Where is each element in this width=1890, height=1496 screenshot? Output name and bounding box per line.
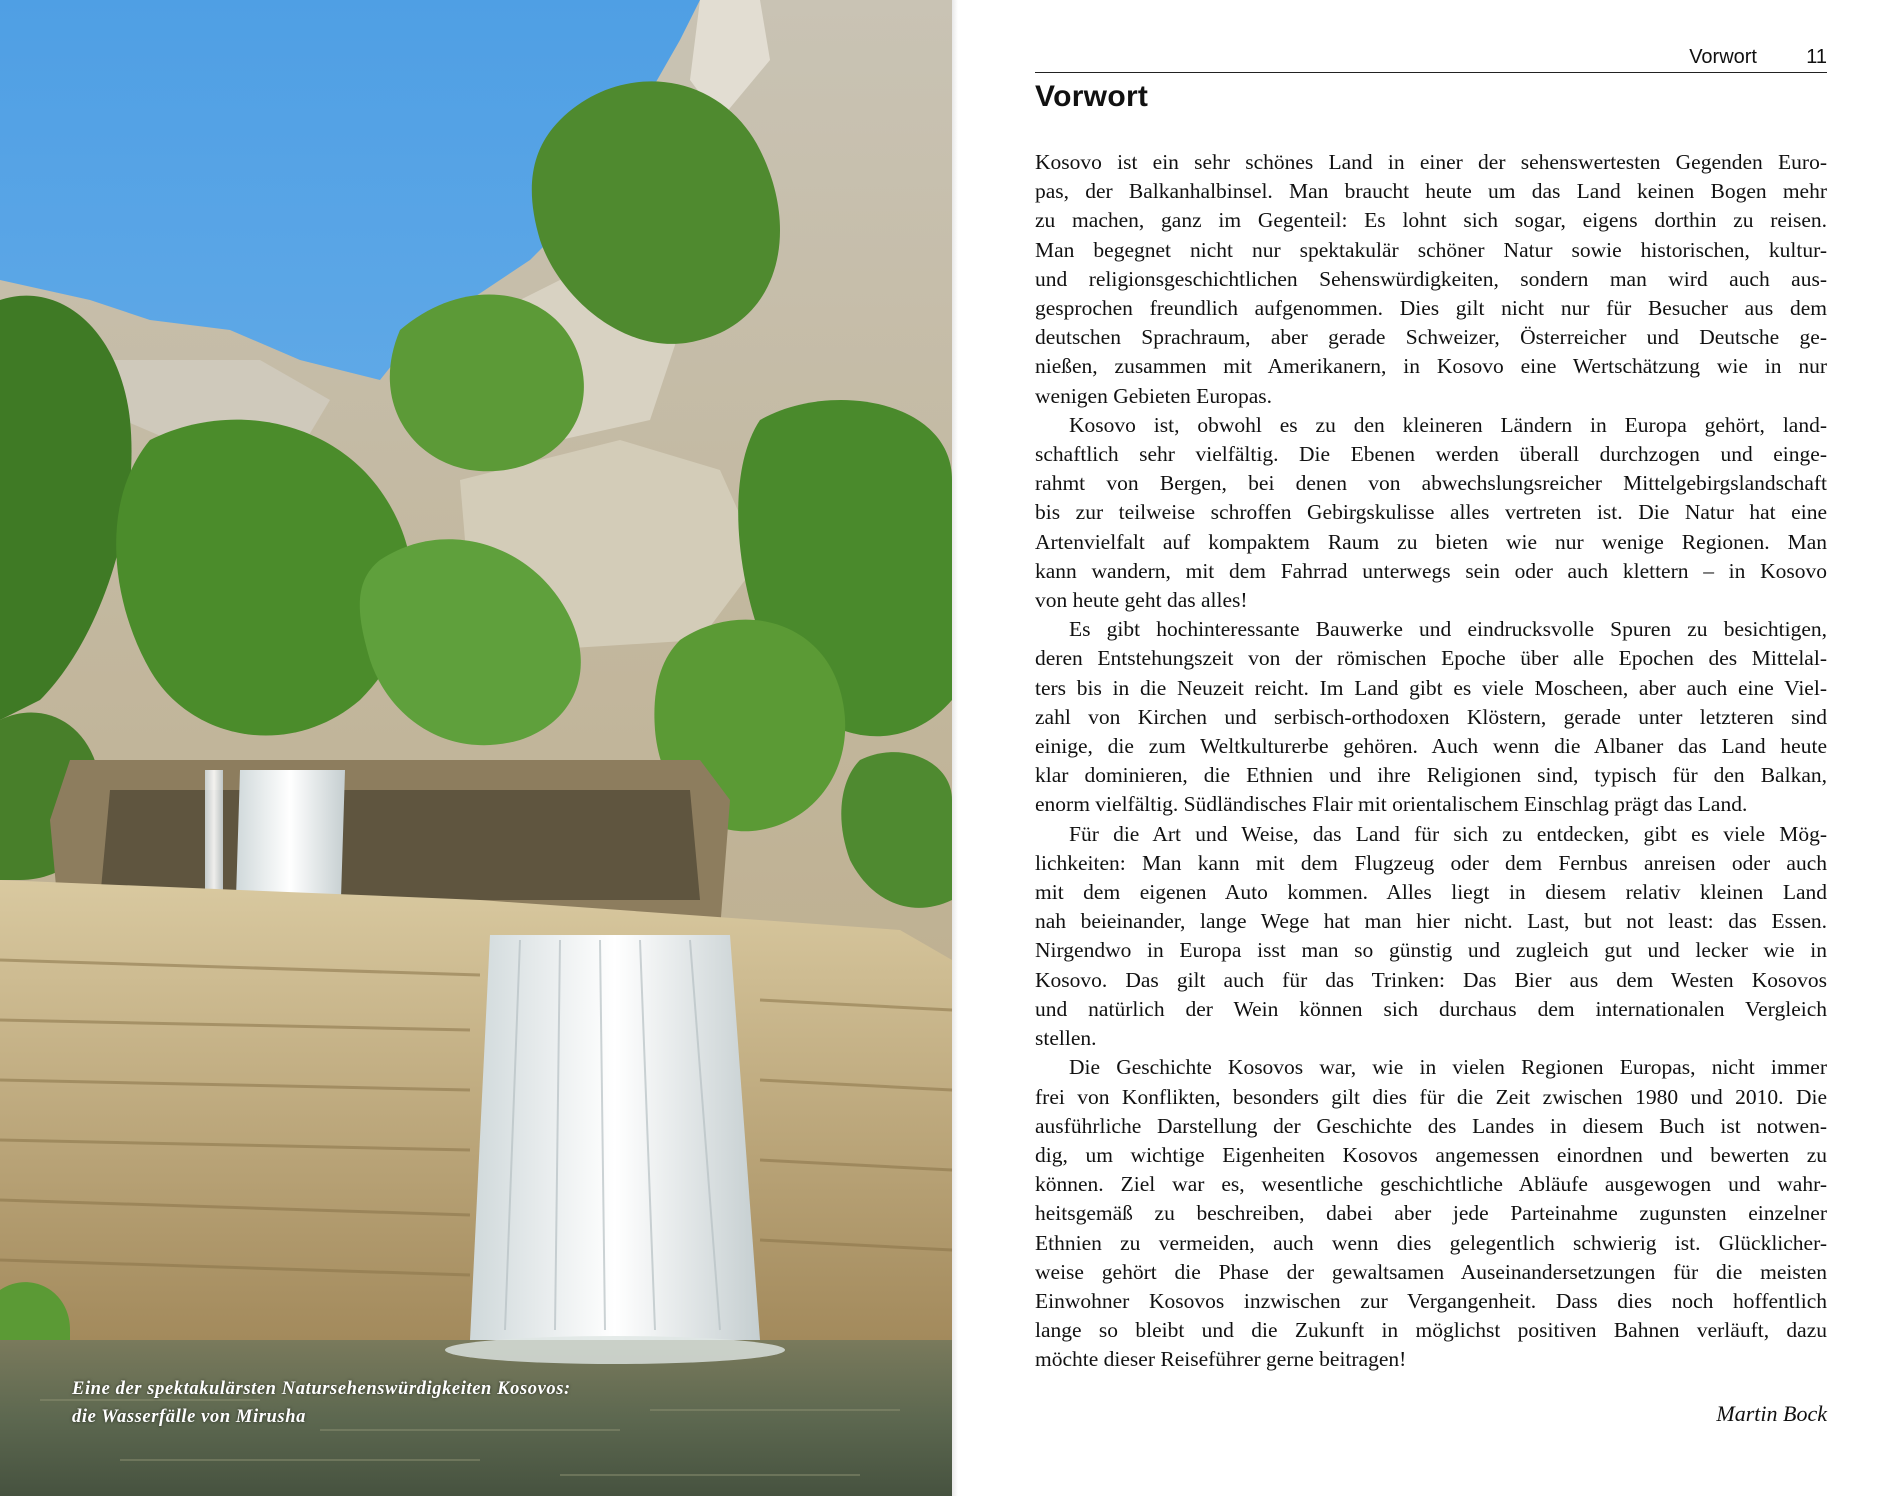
text-line: zu machen, ganz im Gegenteil: Es lohnt sich sogar, eigens dorthin zu reisen. [1035,208,1827,233]
text-line: lichkeiten: Man kann mit dem Flugzeug oder dem Fernbus anreisen oder auch [1035,850,1827,875]
text-line: lange so bleibt und die Zukunft in möglichst positiven Bahnen verläuft, dazu [1035,1318,1827,1343]
running-title: Vorwort [1689,46,1757,68]
text-line: zahl von Kirchen und serbisch-orthodoxen Klöstern, gerade unter letzteren sind [1035,704,1827,729]
author-signature: Martin Bock [1716,1401,1827,1426]
text-line: bis zur teilweise schroffen Gebirgskulisse alles vertreten ist. Die Natur hat eine [1035,500,1827,525]
text-line: stellen. [1035,1026,1097,1051]
text-line: rahmt von Bergen, bei denen von abwechslungsreicher Mittelgebirgslandschaft [1035,471,1827,496]
text-line: können. Ziel war es, wesentliche geschichtliche Abläufe ausgewogen und wahr- [1035,1172,1827,1197]
paragraph [1035,615,1827,819]
photo-caption-line-2: die Wasserfälle von Mirusha [72,1407,306,1427]
text-line: dig, um wichtige Eigenheiten Kosovos angemessen einordnen und bewerten zu [1035,1142,1827,1167]
text-line: Ethnien zu vermeiden, auch wenn dies gelegentlich schwierig ist. Glücklicher- [1035,1230,1827,1255]
paragraph [1035,1053,1827,1374]
photo-caption [72,1375,692,1431]
chapter-heading: Vorwort [1035,80,1149,113]
photo-caption-line-1: Eine der spektakulärsten Natursehenswürdigkeiten Kosovos: [72,1379,571,1399]
preface-body [1035,148,1827,1375]
text-line: Für die Art und Weise, das Land für sich zu entdecken, gibt es viele Mög- [1069,821,1827,846]
text-line: pas, der Balkanhalbinsel. Man braucht heute um das Land keinen Bogen mehr [1035,179,1827,204]
text-line: nah beieinander, lange Wege hat man hier nicht. Last, but not least: das Essen. [1035,909,1827,934]
text-line: möchte dieser Reiseführer gerne beitragen! [1035,1347,1407,1372]
text-line: Es gibt hochinteressante Bauwerke und eindrucksvolle Spuren zu besichtigen, [1069,617,1827,642]
text-line: weise gehört die Phase der gewaltsamen Auseinandersetzungen für die meisten [1035,1259,1827,1284]
paragraph [1035,148,1827,411]
text-line: Man begegnet nicht nur spektakulär schöner Natur sowie historischen, kultur- [1035,237,1827,262]
text-line: ters bis in die Neuzeit reicht. Im Land gibt es viele Moscheen, aber auch eine Viel- [1035,675,1827,700]
text-line: Einwohner Kosovos inzwischen zur Vergangenheit. Dass dies noch hoffentlich [1035,1288,1827,1313]
text-line: Kosovo. Das gilt auch für das Trinken: Das Bier aus dem Westen Kosovos [1035,967,1827,992]
text-line: deren Entstehungszeit von der römischen Epoche über alle Epochen des Mittelal- [1035,646,1827,671]
text-line: Nirgendwo in Europa isst man so günstig und zugleich gut und lecker wie in [1035,938,1827,963]
text-line: heitsgemäß zu beschreiben, dabei aber jede Parteinahme zugunsten einzelner [1035,1201,1827,1226]
book-gutter [952,0,958,1496]
text-line: und natürlich der Wein können sich durchaus dem internationalen Vergleich [1035,996,1827,1021]
text-line: deutschen Sprachraum, aber gerade Schweizer, Österreicher und Deutsche ge- [1035,325,1827,350]
text-line: nießen, zusammen mit Amerikanern, in Kosovo eine Wertschätzung wie in nur [1035,354,1827,379]
text-line: Kosovo ist, obwohl es zu den kleineren Ländern in Europa gehört, land- [1069,412,1827,437]
text-line: kann wandern, mit dem Fahrrad unterwegs sein oder auch klettern – in Kosovo [1035,558,1827,583]
text-line: Die Geschichte Kosovos war, wie in vielen Regionen Europas, nicht immer [1069,1055,1827,1080]
page-number: 11 [1806,46,1827,68]
running-header [1035,44,1827,73]
text-line: schaftlich sehr vielfältig. Die Ebenen werden überall durchzogen und einge- [1035,442,1827,467]
text-line: enorm vielfältig. Südländisches Flair mit orientalischem Einschlag prägt das Land. [1035,792,1748,817]
paragraph [1035,411,1827,615]
text-line: mit dem eigenen Auto kommen. Alles liegt in diesem relativ kleinen Land [1035,880,1827,905]
text-line: einige, die zum Weltkulturerbe gehören. Auch wenn die Albaner das Land heute [1035,734,1827,759]
text-line: klar dominieren, die Ethnien und ihre Religionen sind, typisch für den Balkan, [1035,763,1827,788]
text-line: und religionsgeschichtlichen Sehenswürdigkeiten, sondern man wird auch aus- [1035,266,1827,291]
text-line: Kosovo ist ein sehr schönes Land in einer der sehenswertesten Gegenden Euro- [1035,150,1827,174]
text-line: Artenvielfalt auf kompaktem Raum zu bieten wie nur wenige Regionen. Man [1035,529,1827,554]
text-line: wenigen Gebieten Europas. [1035,383,1273,408]
text-line: gesprochen freundlich aufgenommen. Dies gilt nicht nur für Besucher aus dem [1035,296,1827,321]
text-line: frei von Konflikten, besonders gilt dies für die Zeit zwischen 1980 und 2010. Die [1035,1084,1827,1109]
text-line: ausführliche Darstellung der Geschichte des Landes in diesem Buch ist notwen- [1035,1113,1827,1138]
paragraph [1035,820,1827,1054]
text-line: von heute geht das alles! [1035,588,1248,613]
